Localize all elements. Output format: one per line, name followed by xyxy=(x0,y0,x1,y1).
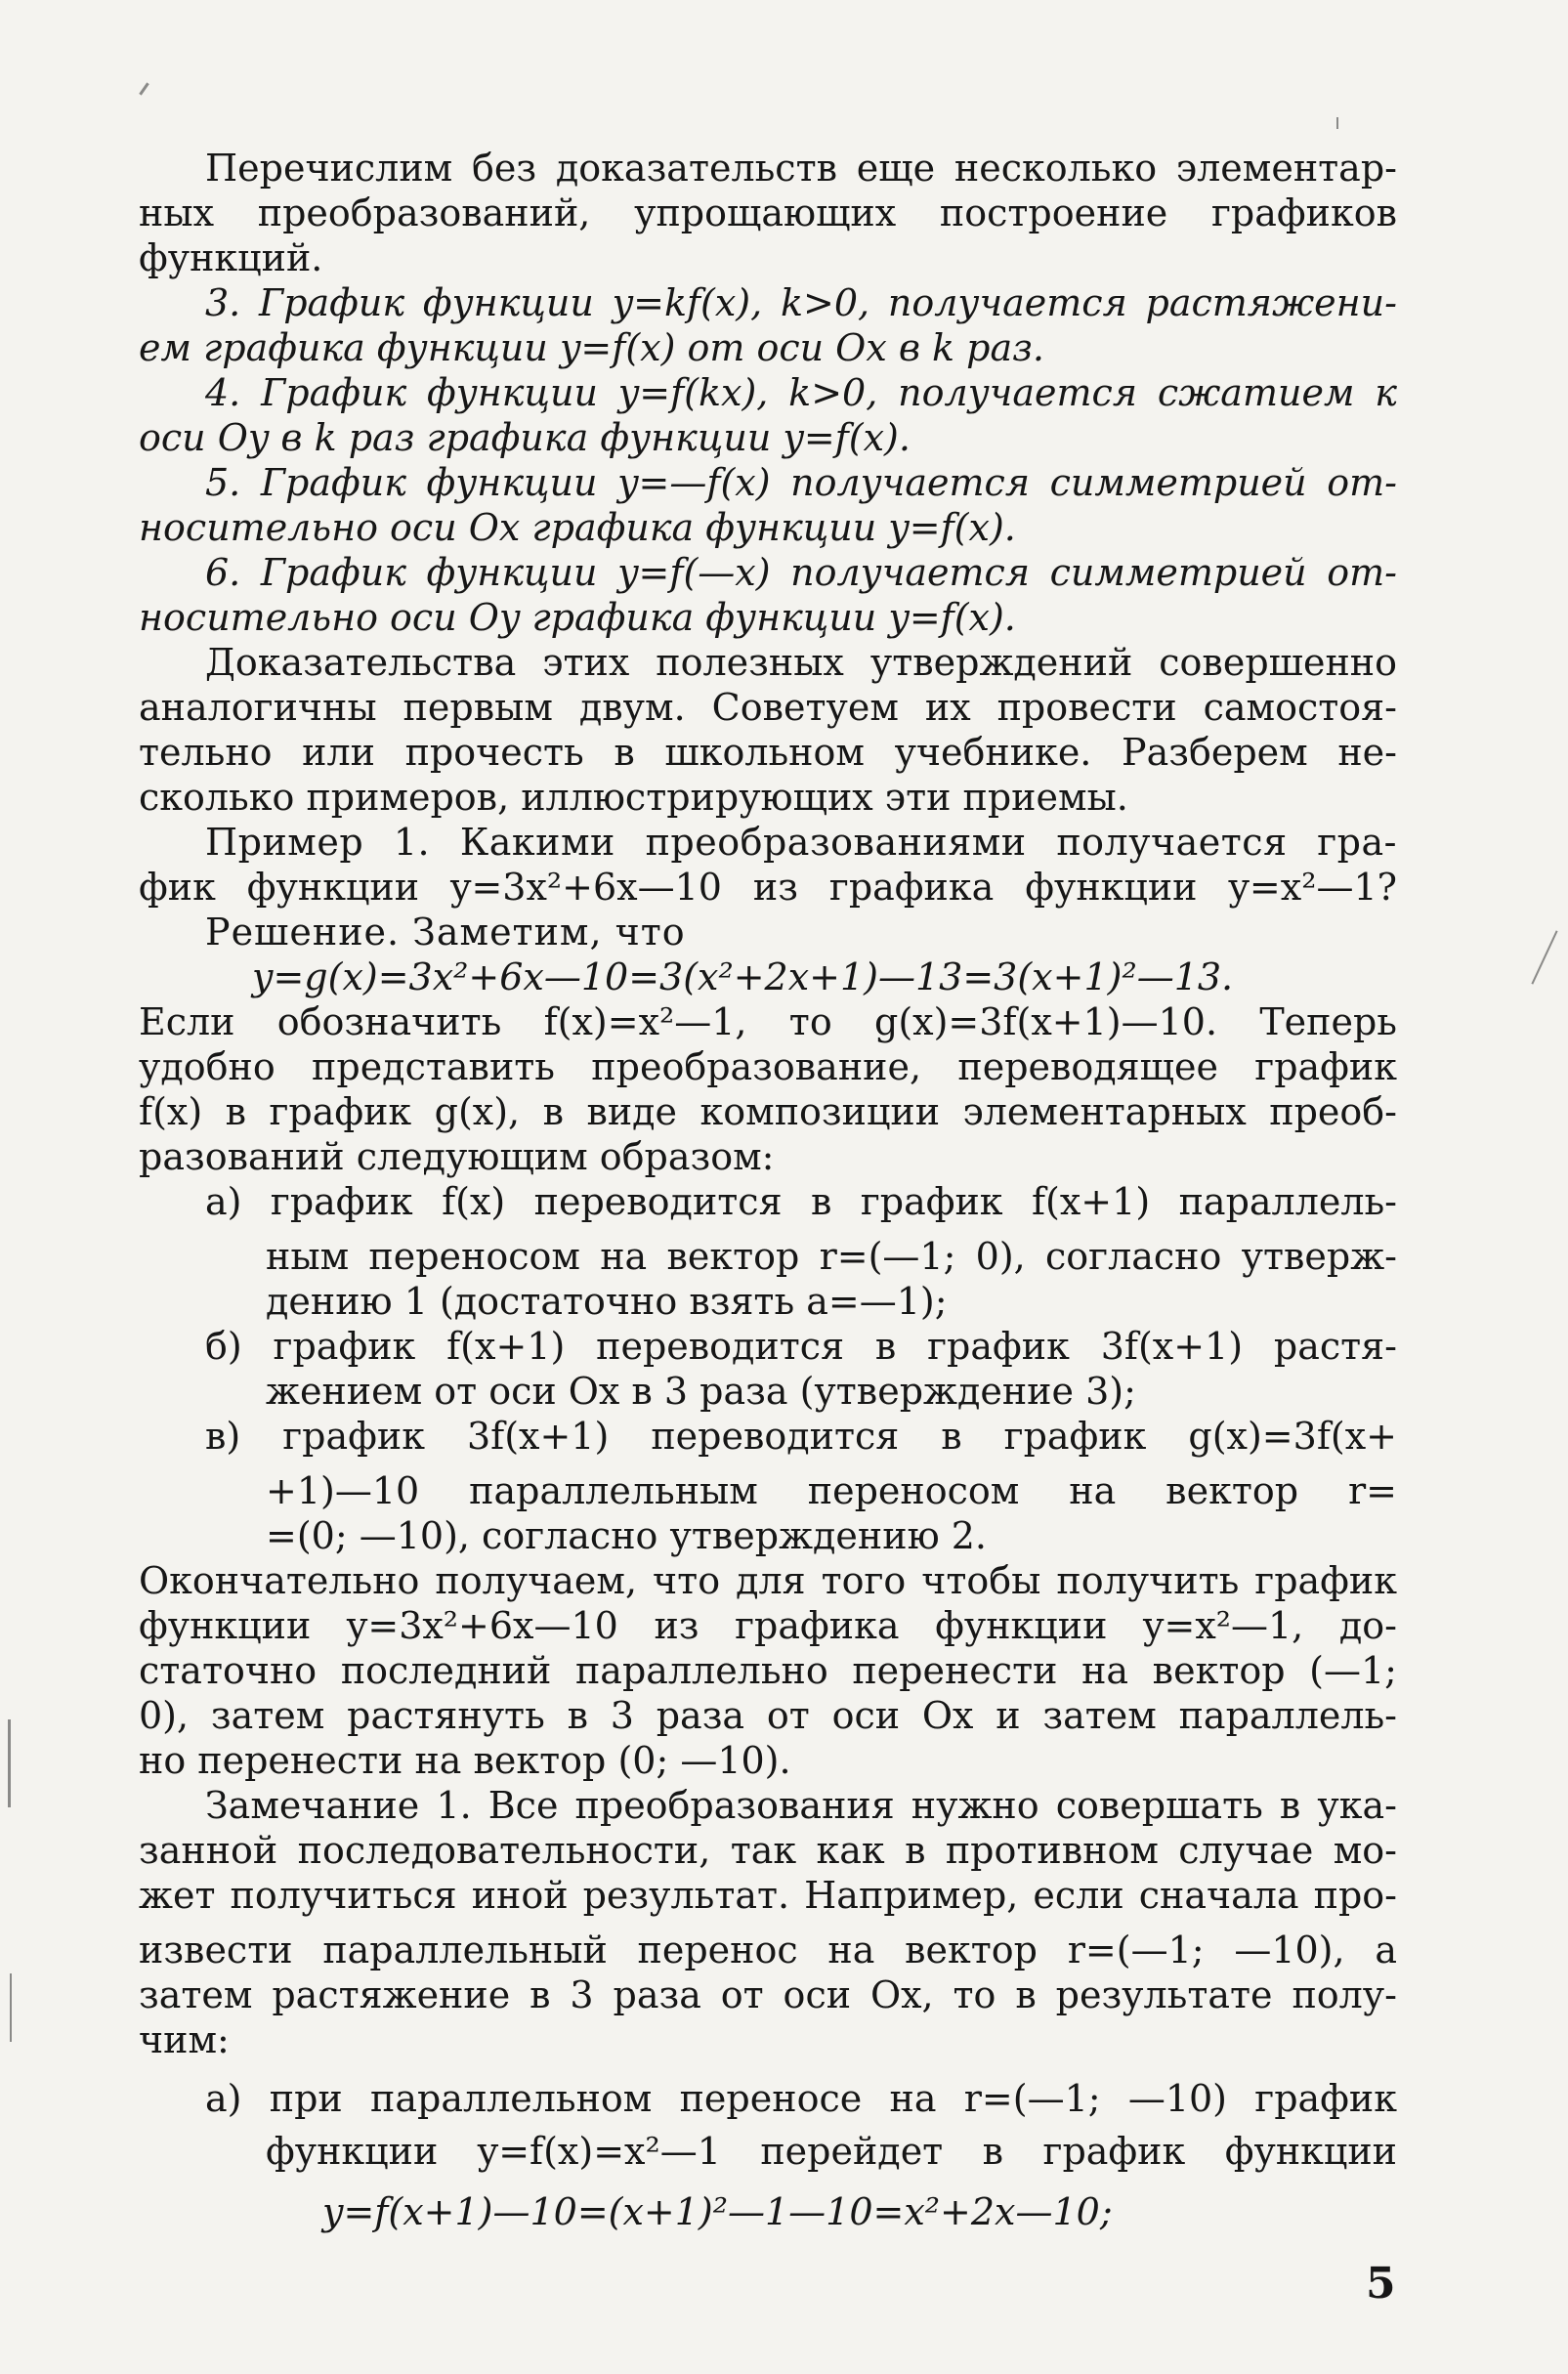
formula-line: y=g(x)=3x²+6x—10=3(x²+2x+1)—13=3(x+1)²—13. xyxy=(252,955,1234,998)
statement-3-line: 3. График функции y=kf(x), k>0, получается растяжени- xyxy=(205,281,1397,324)
text-line: тельно или прочесть в школьном учебнике. Разберем не- xyxy=(139,731,1397,774)
list-item-a: функции y=f(x)=x²—1 перейдет в график функции xyxy=(266,2130,1397,2173)
example-heading: Пример 1. Какими преобразованиями получается гра- xyxy=(205,821,1397,864)
text-line: аналогичны первым двум. Советуем их провести самостоя- xyxy=(139,686,1397,729)
remark-line: жет получиться иной результат. Например, если сначала про- xyxy=(139,1874,1397,1917)
text-line: разований следующим образом: xyxy=(139,1135,775,1178)
list-item-a: а) график f(x) переводится в график f(x+1) параллель- xyxy=(205,1180,1397,1223)
scan-speck xyxy=(139,82,148,95)
formula-line: y=f(x+1)—10=(x+1)²—1—10=x²+2x—10; xyxy=(322,2190,1113,2233)
statement-3-line: ем графика функции y=f(x) от оси Ox в k раз. xyxy=(139,326,1044,369)
list-item-v: +1)—10 параллельным переносом на вектор r= xyxy=(266,1469,1397,1512)
remark-line: Замечание 1. Все преобразования нужно совершать в ука- xyxy=(205,1784,1397,1827)
text-line: сколько примеров, иллюстрирующих эти приемы. xyxy=(139,776,1128,819)
list-item-b: жением от оси Ox в 3 раза (утверждение 3); xyxy=(266,1370,1136,1413)
statement-5-line: 5. График функции y=—f(x) получается симметрией от- xyxy=(205,461,1397,504)
text-line: Если обозначить f(x)=x²—1, то g(x)=3f(x+1)—10. Теперь xyxy=(139,1000,1397,1043)
text-line: статочно последний параллельно перенести на вектор (—1; xyxy=(139,1649,1397,1692)
list-item-a: а) при параллельном переносе на r=(—1; —10) график xyxy=(205,2077,1397,2120)
scan-speck xyxy=(1336,117,1338,129)
statement-6-line: носительно оси Oy графика функции y=f(x). xyxy=(139,596,1016,639)
list-item-v: =(0; —10), согласно утверждению 2. xyxy=(266,1514,987,1557)
text-line: Перечислим без доказательств еще несколько элементар- xyxy=(205,147,1397,190)
remark-line: занной последовательности, так как в противном случае мо- xyxy=(139,1829,1397,1872)
remark-line: извести параллельный перенос на вектор r=(—1; —10), а xyxy=(139,1929,1397,1971)
solution-heading: Решение. Заметим, что xyxy=(205,911,686,954)
text-line: функции y=3x²+6x—10 из графика функции y=x²—1, до- xyxy=(139,1604,1397,1647)
text-line: фик функции y=3x²+6x—10 из графика функции y=x²—1? xyxy=(139,866,1397,909)
statement-5-line: носительно оси Ox графика функции y=f(x). xyxy=(139,506,1016,549)
text-line: удобно представить преобразование, переводящее график xyxy=(139,1045,1397,1088)
text-line: 0), затем растянуть в 3 раза от оси Ox и затем параллель- xyxy=(139,1694,1397,1737)
remark-line: затем растяжение в 3 раза от оси Ox, то в результате полу- xyxy=(139,1973,1397,2016)
scan-speck xyxy=(10,1973,12,2042)
text-line: функций. xyxy=(139,236,323,279)
text-line: Доказательства этих полезных утверждений совершенно xyxy=(205,641,1397,684)
text-line: Окончательно получаем, что для того чтобы получить график xyxy=(139,1559,1397,1602)
remark-line: чим: xyxy=(139,2018,230,2061)
list-item-a: дению 1 (достаточно взять a=—1); xyxy=(266,1280,948,1323)
text-line: f(x) в график g(x), в виде композиции элементарных преоб- xyxy=(139,1090,1397,1133)
statement-4-line: 4. График функции y=f(kx), k>0, получается сжатием к xyxy=(205,371,1397,414)
text-line: но перенести на вектор (0; —10). xyxy=(139,1739,791,1782)
scan-speck xyxy=(8,1719,11,1807)
statement-6-line: 6. График функции y=f(—x) получается симметрией от- xyxy=(205,551,1397,594)
statement-4-line: оси Oy в k раз графика функции y=f(x). xyxy=(139,416,911,459)
list-item-v: в) график 3f(x+1) переводится в график g(x)=3f(x+ xyxy=(205,1415,1397,1458)
list-item-a: ным переносом на вектор r=(—1; 0), согласно утверж- xyxy=(266,1235,1397,1278)
list-item-b: б) график f(x+1) переводится в график 3f(x+1) растя- xyxy=(205,1325,1397,1368)
text-line: ных преобразований, упрощающих построение графиков xyxy=(139,191,1397,234)
page-number: 5 xyxy=(1366,2259,1396,2309)
